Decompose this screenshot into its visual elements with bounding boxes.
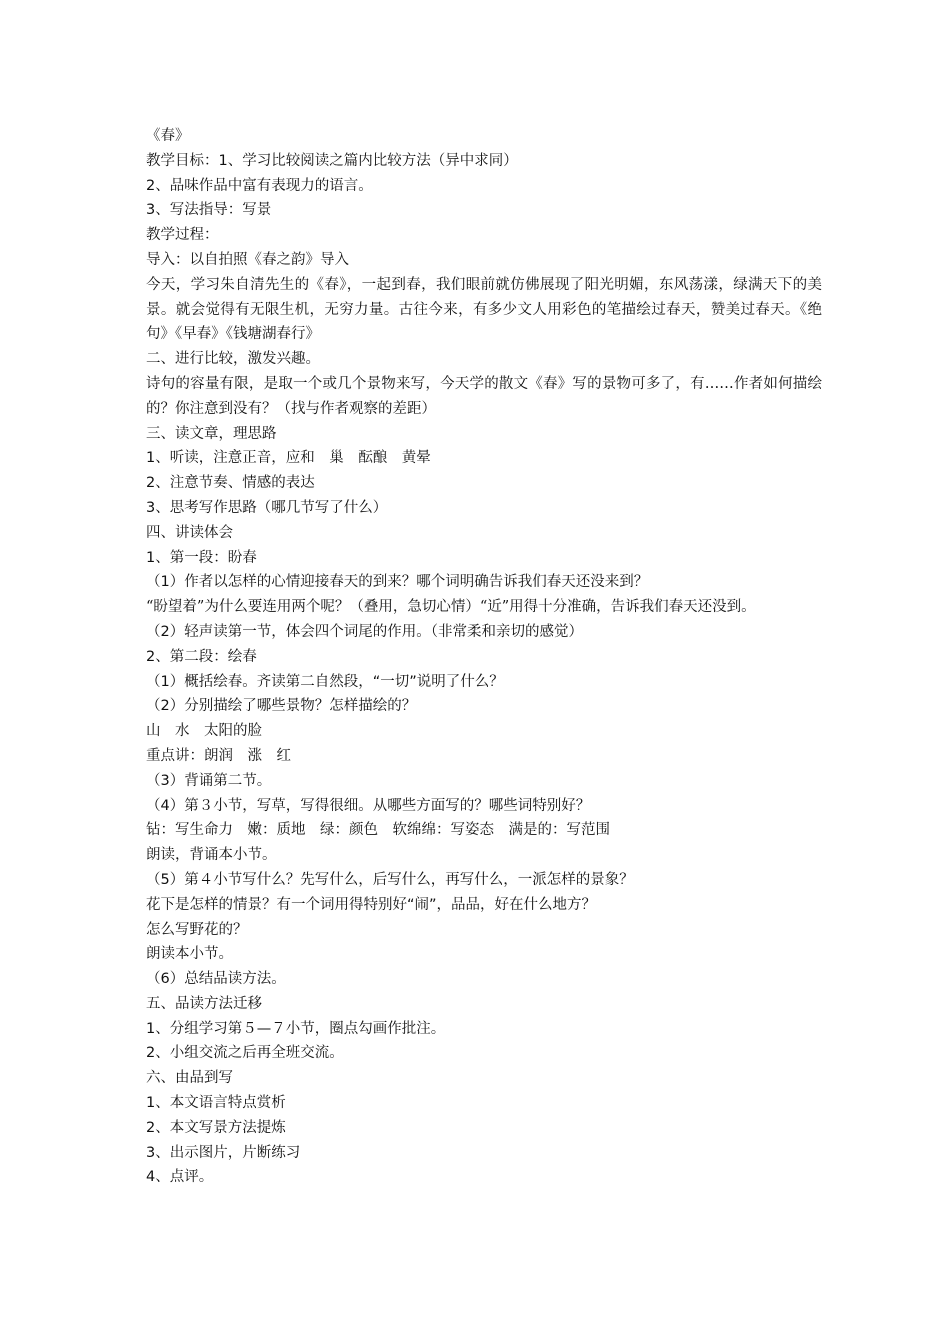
- list-item: （6）总结品读方法。: [146, 971, 286, 988]
- list-item: 2、注意节奏、情感的表达: [146, 475, 315, 492]
- intro-paragraph: 今天，学习朱自清先生的《春》，一起到春，我们眼前就仿佛展现了阳光明媚，东风荡漾，绿满天下的美景。就会觉得有无限生机，无穷力量。古往今来，有多少文人用彩色的笔描绘过春天，赞美过春天。《绝句》《早春》《钱塘湖春行》: [146, 276, 822, 343]
- list-item: （5）第４小节写什么？先写什么，后写什么，再写什么，一派怎样的景象？: [146, 871, 634, 888]
- list-item: （4）第３小节，写草，写得很细。从哪些方面写的？哪些词特别好？: [146, 797, 591, 814]
- section-heading: 四、讲读体会: [146, 524, 233, 541]
- text-line: 重点讲：朗润 涨 红: [146, 747, 291, 764]
- compare-paragraph: 诗句的容量有限，是取一个或几个景物来写，今天学的散文《春》写的景物可多了，有……作者如何描绘的？你注意到没有？（找与作者观察的差距）: [146, 375, 822, 417]
- list-item: 2、本文写景方法提炼: [146, 1119, 286, 1136]
- list-item: 1、本文语言特点赏析: [146, 1095, 286, 1112]
- text-line: 花下是怎样的情景？有一个词用得特别好“闹”，品品，好在什么地方？: [146, 896, 597, 913]
- teaching-goal-3: 3、写法指导：写景: [146, 202, 272, 219]
- lesson-title: 《春》: [146, 128, 190, 144]
- section-heading: 五、品读方法迁移: [146, 995, 262, 1012]
- paragraph: “盼望着”为什么要连用两个呢？（叠用，急切心情）“近”用得十分准确，告诉我们春天还没到。: [146, 599, 756, 616]
- section-heading: 三、读文章，理思路: [146, 425, 277, 442]
- list-item: （1）概括绘春。齐读第二自然段，“一切”说明了什么？: [146, 673, 504, 690]
- list-item: 3、出示图片，片断练习: [146, 1144, 301, 1161]
- section-heading: 六、由品到写: [146, 1070, 233, 1087]
- section-heading: 教学过程：: [146, 227, 219, 244]
- text-line: 怎么写野花的？: [146, 921, 248, 938]
- list-item: （1）作者以怎样的心情迎接春天的到来？哪个词明确告诉我们春天还没来到？: [146, 574, 649, 591]
- text-line: 朗读本小节。: [146, 946, 233, 963]
- text-line: 钻：写生命力 嫩：质地 绿：颜色 软绵绵：写姿态 满是的：写范围: [146, 822, 610, 839]
- intro-line: 导入：以自拍照《春之韵》导入: [146, 251, 349, 268]
- list-item: 1、听读，注意正音，应和 巢 酝酿 黄晕: [146, 450, 431, 467]
- list-item: 2、小组交流之后再全班交流。: [146, 1045, 344, 1062]
- teaching-goal-1: 教学目标：1、学习比较阅读之篇内比较方法（异中求同）: [146, 152, 518, 169]
- list-item: （2）轻声读第一节，体会四个词尾的作用。（非常柔和亲切的感觉）: [146, 623, 583, 640]
- list-item: 1、分组学习第５—７小节，圈点勾画作批注。: [146, 1020, 446, 1037]
- list-item: （3）背诵第二节。: [146, 772, 272, 789]
- document-body: [146, 124, 822, 1190]
- list-item: 4、点评。: [146, 1169, 214, 1186]
- teaching-goal-2: 2、品味作品中富有表现力的语言。: [146, 177, 373, 194]
- section-heading: 二、进行比较，激发兴趣。: [146, 351, 320, 368]
- list-item: 1、第一段：盼春: [146, 549, 257, 566]
- list-item: 3、思考写作思路（哪几节写了什么）: [146, 499, 388, 516]
- list-item: （2）分别描绘了哪些景物？怎样描绘的？: [146, 698, 417, 715]
- text-line: 朗读，背诵本小节。: [146, 847, 277, 864]
- text-line: 山 水 太阳的脸: [146, 723, 262, 740]
- list-item: 2、第二段：绘春: [146, 648, 257, 665]
